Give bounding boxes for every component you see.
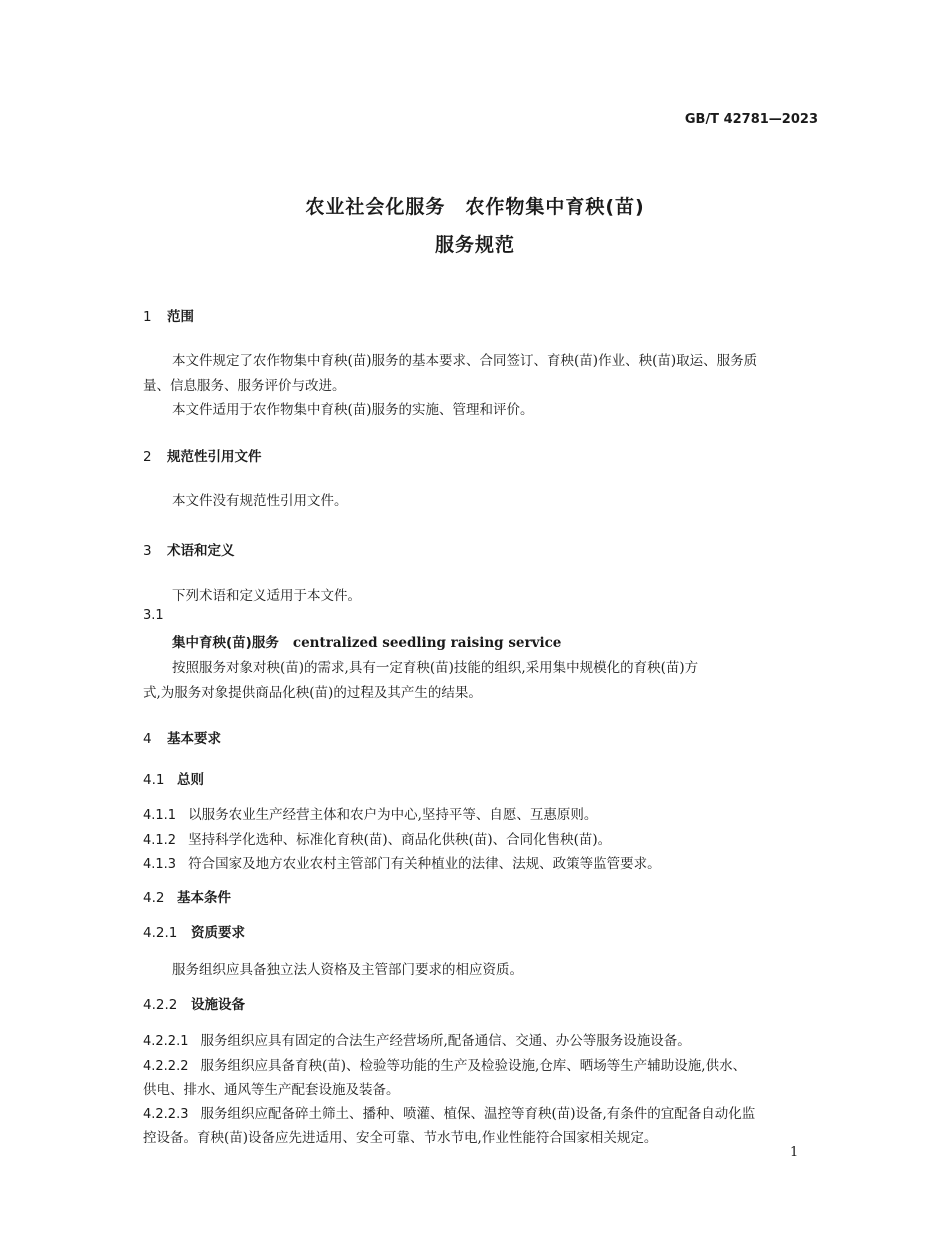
standard-number: GB/T 42781—2023 [684, 112, 818, 127]
subsection-4-1-heading [143, 768, 204, 788]
doc-title-line1: 农业社会化服务 农作物集中育秧(苗) [305, 196, 645, 218]
clause-number: 4.1.3 [143, 857, 177, 872]
term-chinese: 集中育秧(苗)服务 [172, 635, 279, 651]
paragraph: 服务组织应具备独立法人资格及主管部门要求的相应资质。 [172, 962, 523, 978]
subsection-title: 资质要求 [191, 925, 245, 941]
section-title: 规范性引用文件 [167, 449, 262, 465]
clause-text: 服务组织应配备碎土筛土、播种、喷灌、植保、温控等育秧(苗)设备,有条件的宜配备自动化监 [200, 1106, 756, 1122]
subsection-number: 4.2.1 [143, 925, 178, 941]
term-definition: 式,为服务对象提供商品化秧(苗)的过程及其产生的结果。 [143, 685, 482, 701]
section-number: 2 [143, 449, 152, 465]
clause-4-2-2-3 [143, 1102, 755, 1122]
page-number: 1 [790, 1145, 799, 1160]
paragraph: 本文件规定了农作物集中育秧(苗)服务的基本要求、合同签订、育秧(苗)作业、秧(苗)取运、服务质 [172, 353, 758, 369]
clause-text: 服务组织应具有固定的合法生产经营场所,配备通信、交通、办公等服务设施设备。 [200, 1033, 691, 1049]
term-entry [172, 631, 561, 651]
section-2-heading [143, 445, 262, 465]
subsection-number: 4.1 [143, 772, 165, 788]
clause-continuation: 供电、排水、通风等生产配套设施及装备。 [143, 1082, 400, 1098]
paragraph: 量、信息服务、服务评价与改进。 [143, 378, 346, 394]
clause-4-1-1 [143, 803, 597, 823]
section-1-heading [143, 305, 194, 325]
section-number: 1 [143, 309, 152, 325]
clause-4-1-3 [143, 852, 661, 872]
clause-number: 4.2.2.3 [143, 1107, 189, 1122]
clause-4-1-2 [143, 828, 611, 848]
subsection-4-2-1-heading [143, 921, 245, 941]
subsection-number: 4.2.2 [143, 997, 178, 1013]
paragraph: 下列术语和定义适用于本文件。 [172, 588, 361, 604]
term-english: centralized seedling raising service [292, 635, 562, 651]
clause-text: 服务组织应具备育秧(苗)、检验等功能的生产及检验设施,仓库、晒场等生产辅助设施,供水、 [200, 1058, 747, 1074]
clause-number: 4.2.2.2 [143, 1059, 189, 1074]
subsection-title: 设施设备 [191, 997, 245, 1013]
section-number: 4 [143, 731, 152, 747]
clause-number: 4.1.2 [143, 833, 177, 848]
section-title: 术语和定义 [167, 543, 235, 559]
clause-continuation: 控设备。育秧(苗)设备应先进适用、安全可靠、节水节电,作业性能符合国家相关规定。 [143, 1130, 658, 1146]
paragraph: 本文件没有规范性引用文件。 [172, 493, 348, 509]
clause-number: 4.2.2.1 [143, 1034, 189, 1049]
subsection-title: 基本条件 [177, 890, 231, 906]
section-3-heading [143, 539, 235, 559]
term-number: 3.1 [143, 608, 164, 623]
clause-text: 坚持科学化选种、标准化育秧(苗)、商品化供秧(苗)、合同化售秧(苗)。 [188, 832, 612, 848]
section-4-heading [143, 727, 221, 747]
doc-title-line2: 服务规范 [434, 234, 515, 256]
clause-4-2-2-2 [143, 1054, 746, 1074]
clause-4-2-2-1 [143, 1029, 691, 1049]
section-number: 3 [143, 543, 152, 559]
paragraph: 本文件适用于农作物集中育秧(苗)服务的实施、管理和评价。 [172, 402, 534, 418]
clause-text: 以服务农业生产经营主体和农户为中心,坚持平等、自愿、互惠原则。 [188, 807, 598, 823]
section-title: 基本要求 [167, 731, 221, 747]
section-title: 范围 [167, 309, 194, 325]
subsection-title: 总则 [177, 772, 204, 788]
subsection-4-2-2-heading [143, 993, 245, 1013]
term-definition: 按照服务对象对秧(苗)的需求,具有一定育秧(苗)技能的组织,采用集中规模化的育秧(苗)方 [172, 660, 699, 676]
subsection-4-2-heading [143, 886, 231, 906]
clause-number: 4.1.1 [143, 808, 177, 823]
clause-text: 符合国家及地方农业农村主管部门有关种植业的法律、法规、政策等监管要求。 [188, 856, 661, 872]
subsection-number: 4.2 [143, 890, 165, 906]
